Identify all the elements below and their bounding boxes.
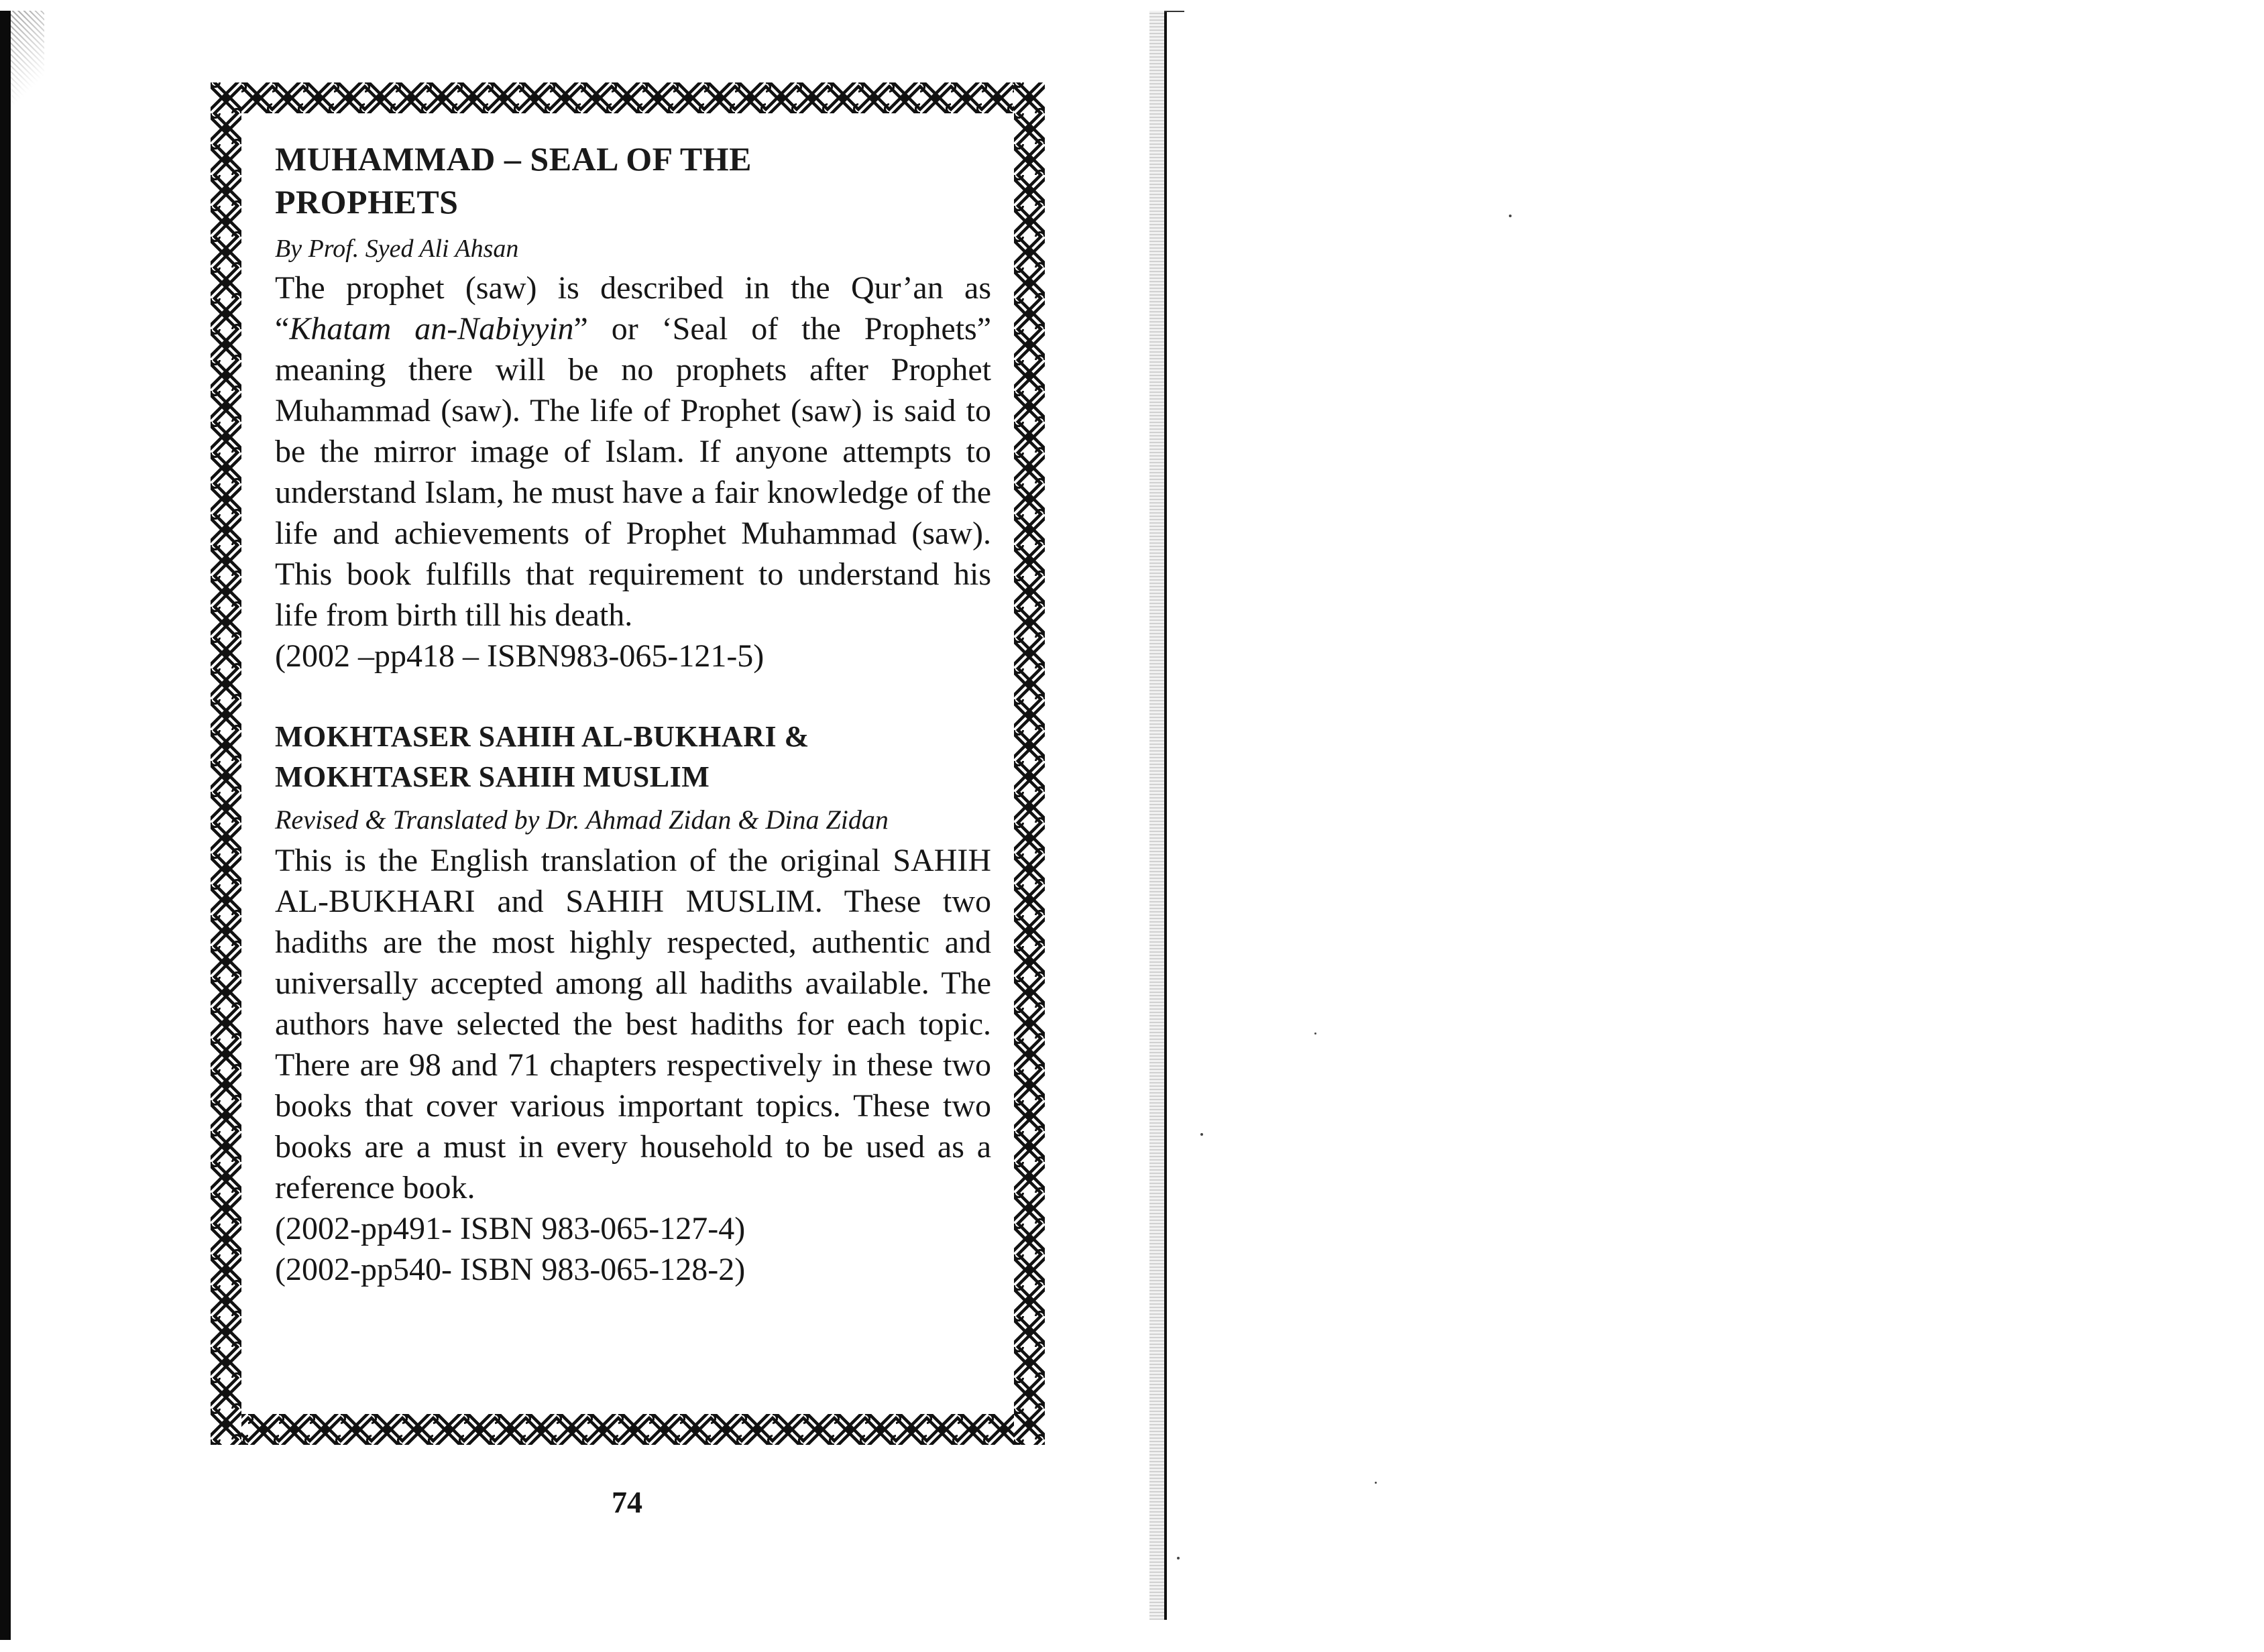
book-title-line-2: MOKHTASER SAHIH MUSLIM: [275, 760, 710, 793]
description-part-1: The prophet (saw) is described in the Qur’an as “: [275, 270, 991, 347]
book-reference: (2002 –pp418 – ISBN983-065-121-5): [275, 638, 765, 674]
book-title-line-1: MOKHTASER SAHIH AL-BUKHARI &: [275, 720, 809, 753]
description-part-2: ” or ‘Seal of the Prophets” meaning there will be no prophets after Prophet Muhammad (saw). The life of Prophet (saw) is said to be the mirror image of Islam. If anyone attempts to understand Islam, he must have a fair knowledge of the life and achievements of Prophet Muhammad (saw). This book fulfills that requirement to understand his life from birth till his death.: [275, 311, 992, 633]
book-entry-mokhtaser-sahih: [275, 717, 991, 1290]
book-reference-2: (2002-pp540- ISBN 983-065-128-2): [275, 1252, 746, 1287]
page-number: 74: [612, 1485, 642, 1519]
frame-border-bottom: [217, 1414, 1045, 1445]
book-entry-seal-of-prophets: [275, 137, 991, 676]
book-author: By Prof. Syed Ali Ahsan: [275, 235, 519, 263]
book-spine-line: [1164, 11, 1167, 1620]
scan-speck: [1177, 1557, 1180, 1559]
scan-speck: [1200, 1133, 1203, 1136]
book-description: [275, 268, 991, 636]
book-spine-cap: [1164, 11, 1184, 12]
book-reference-1: (2002-pp491- ISBN 983-065-127-4): [275, 1211, 746, 1246]
section-spacer: [275, 676, 991, 717]
book-spine-shadow: [1149, 11, 1164, 1620]
scan-left-edge: [0, 11, 11, 1640]
scan-speck: [1375, 1482, 1377, 1484]
book-title: [275, 137, 991, 223]
book-translators: Revised & Translated by Dr. Ahmad Zidan & Dina Zidan: [275, 805, 889, 835]
scan-speck: [1509, 215, 1512, 217]
book-title-line-1: MUHAMMAD – SEAL OF THE: [275, 140, 752, 178]
book-title: [275, 717, 991, 797]
description-italic-term: Khatam an-Nabiyyin: [289, 311, 574, 347]
book-title-line-2: PROPHETS: [275, 183, 459, 221]
scan-speck: [1314, 1032, 1316, 1035]
frame-border-left: [211, 82, 241, 1445]
book-description: This is the English translation of the original SAHIH AL-BUKHARI and SAHIH MUSLIM. These two hadiths are the most highly respected, authentic and universally accepted among all hadiths available. The authors have selected the best hadiths for each topic. There are 98 and 71 chapters respectively in these two books that cover various important topics. These two books are a must in every household to be used as a reference book.: [275, 843, 991, 1205]
page-content: [275, 137, 991, 1290]
frame-border-right: [1014, 82, 1045, 1445]
frame-border-top: [211, 82, 1045, 113]
scan-left-edge-shadow: [11, 11, 44, 118]
